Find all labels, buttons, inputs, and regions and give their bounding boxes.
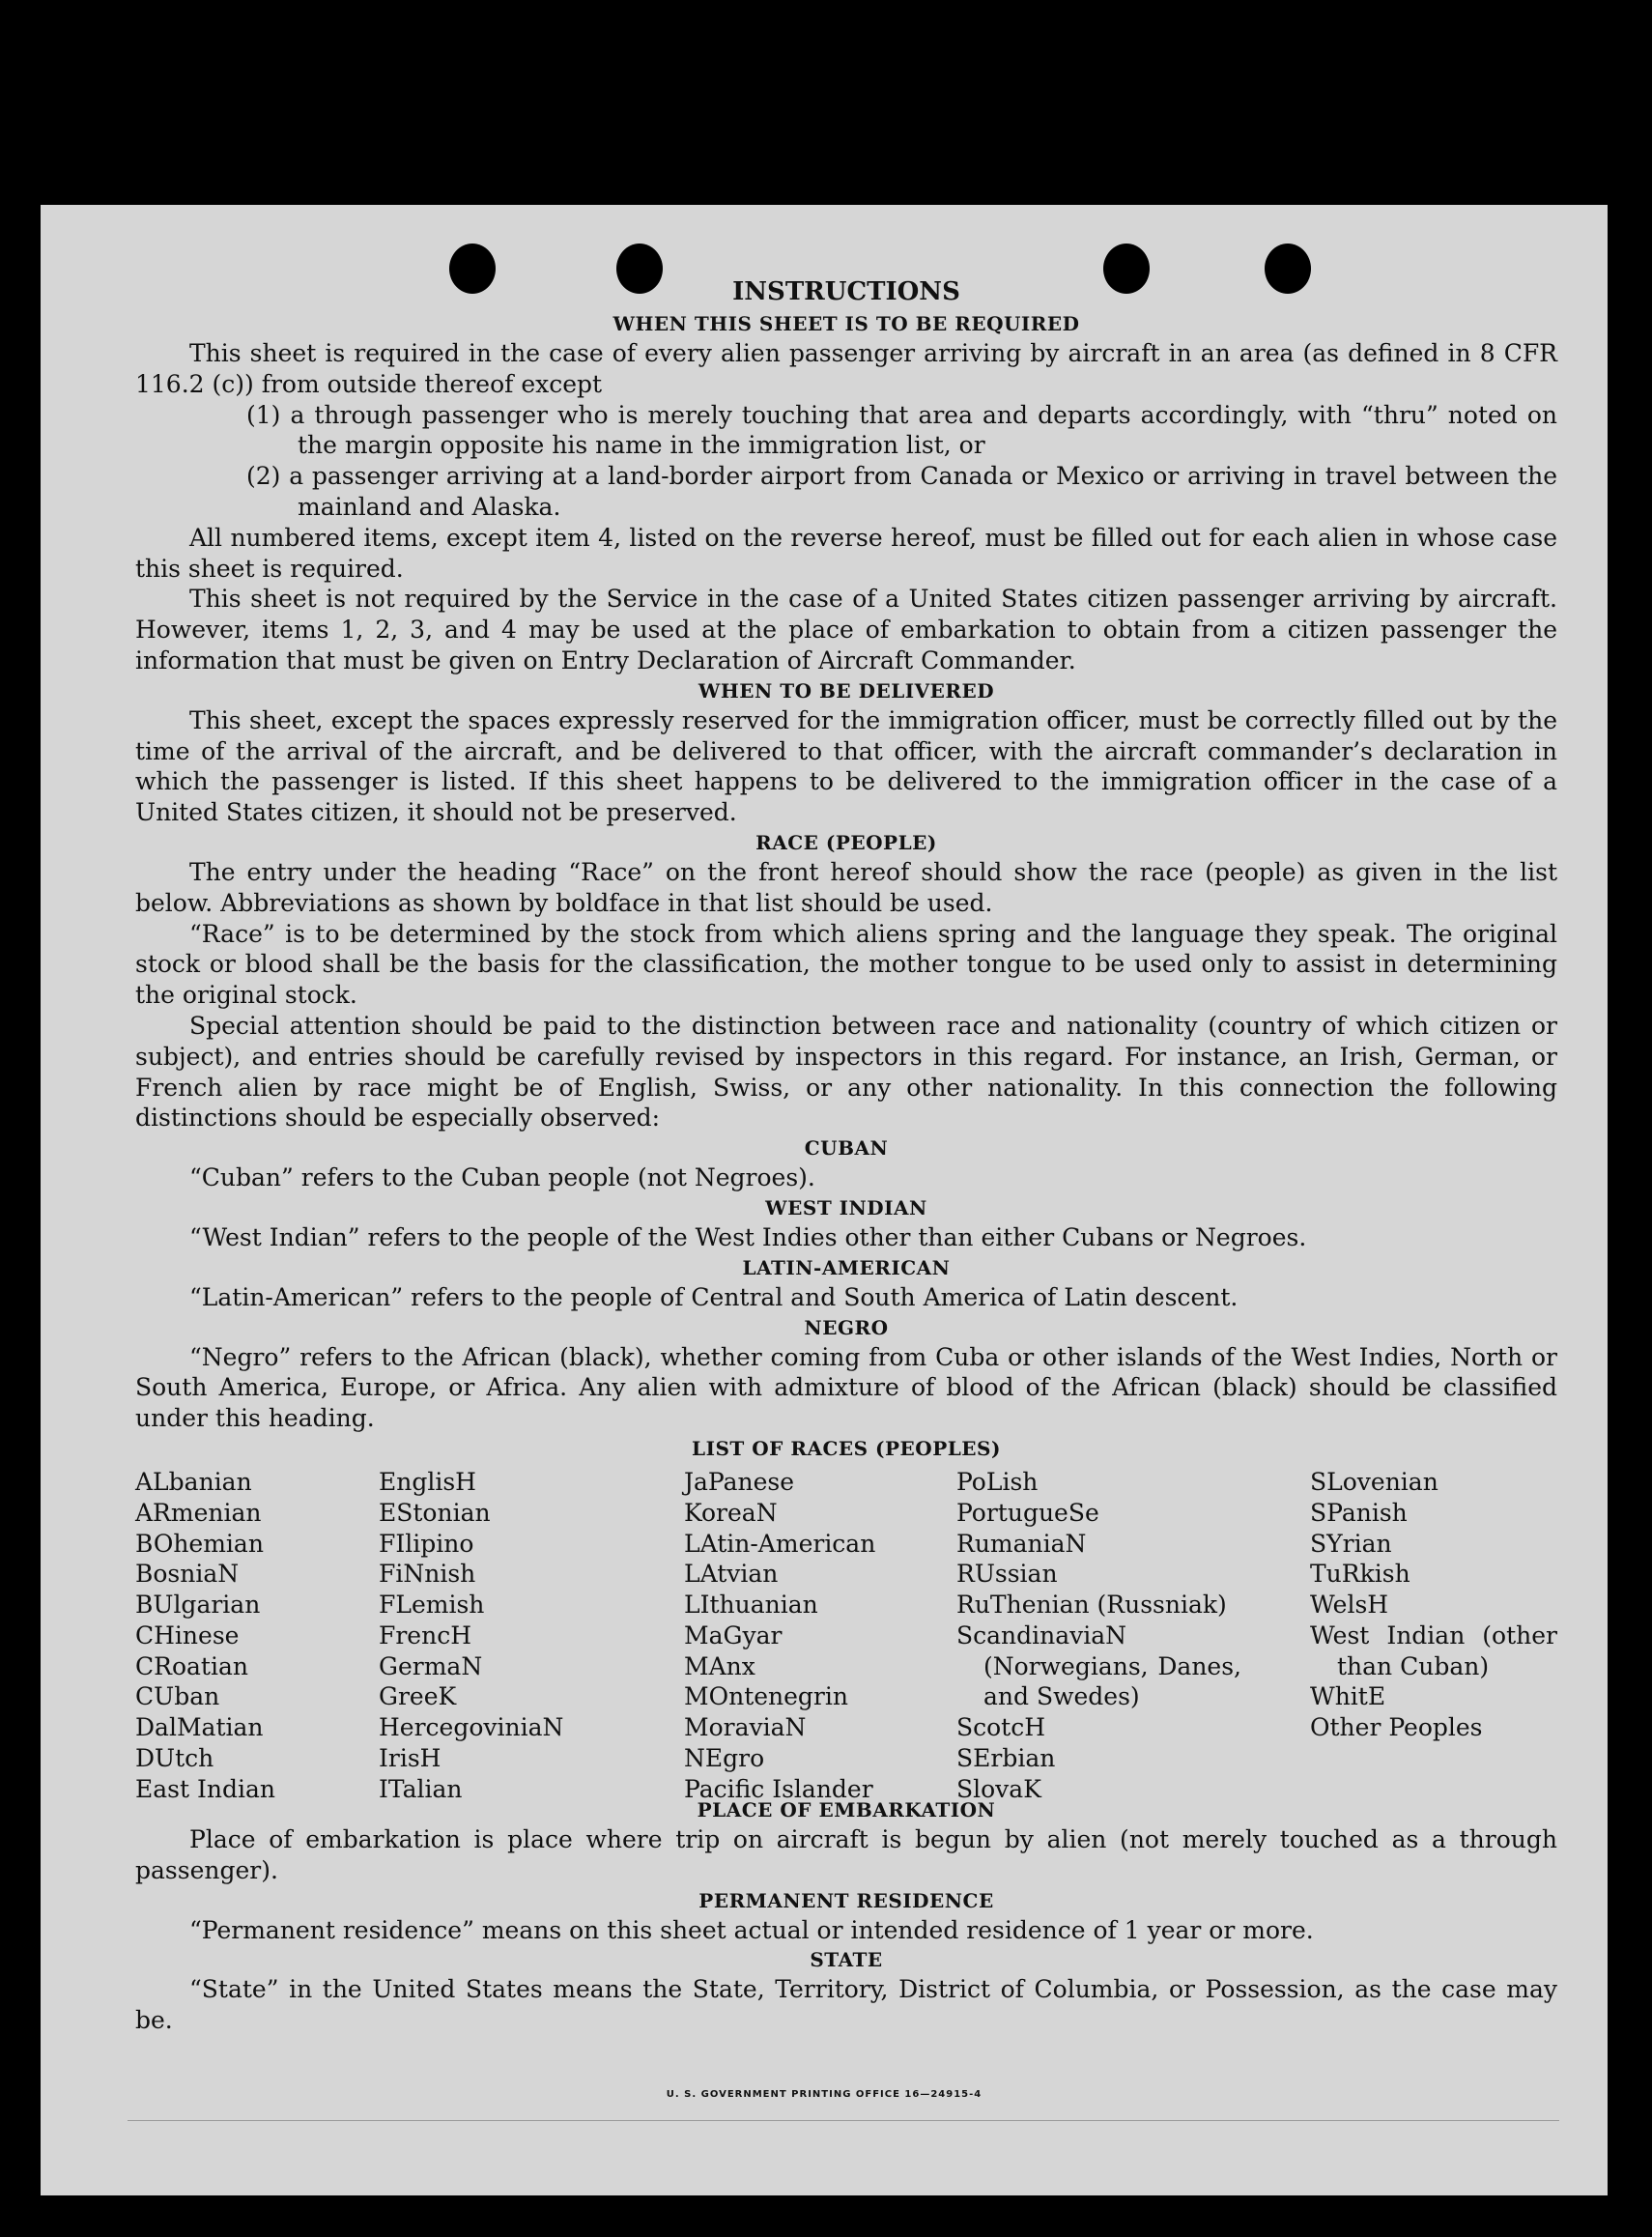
race-item: LAtvian [684,1560,779,1589]
heading-when-required: WHEN THIS SHEET IS TO BE REQUIRED [612,312,1080,335]
race-item: JaPanese [684,1467,795,1496]
paragraph-negro: “Negro” refers to the African (black), whether coming from Cuba or other islands of the West Indies, North or South America, Europe, or Africa. Any alien with admixture of blood of the African (black) should be classified under this heading. [135,1342,1557,1433]
race-item: ARmenian [135,1498,262,1527]
instructions-text [135,274,1557,2036]
race-column-5 [1310,1467,1557,1743]
race-column-3 [684,1467,935,1805]
paragraph-race-2: “Race” is to be determined by the stock from which aliens spring and the language they speak. The original stock or blood shall be the basis for the classification, the mother tongue to be used only to assist in determining the original stock. [135,919,1557,1010]
race-item: TuRkish [1310,1560,1410,1589]
exception-item-2: (2) a passenger arriving at a land-border airport from Canada or Mexico or arriving in travel between the mainland and Alaska. [246,462,1557,521]
race-item: Pacific Islander [684,1774,873,1803]
race-item: ITalian [379,1774,463,1803]
race-item: West Indian (other than Cuban) [1310,1620,1557,1680]
race-item: PoLish [956,1467,1039,1496]
race-item: CUban [135,1682,220,1711]
race-item: SlovaK [956,1774,1041,1803]
race-item: IrisH [379,1744,441,1773]
race-item: MOntenegrin [684,1682,848,1711]
race-item: FrencH [379,1620,471,1649]
race-list [135,1467,1557,1803]
race-item: FLemish [379,1591,485,1620]
race-item: CHinese [135,1620,240,1649]
race-item: MAnx [684,1651,755,1680]
race-item: GreeK [379,1682,457,1711]
paragraph-required: This sheet is required in the case of every alien passenger arriving by aircraft in an area (as defined in 8 CFR 116.2 (c)) from outside thereof except [135,339,1557,398]
race-item: CRoatian [135,1651,248,1680]
race-item: RuThenian (Russniak) [956,1591,1227,1620]
form-sheet [41,205,1608,2195]
race-item: SErbian [956,1744,1056,1773]
race-item: East Indian [135,1774,275,1803]
race-item: EnglisH [379,1467,476,1496]
race-item: WelsH [1310,1591,1389,1620]
race-item: RumaniaN [956,1529,1087,1558]
race-item: KoreaN [684,1498,778,1527]
heading-place-of-embarkation: PLACE OF EMBARKATION [697,1797,996,1821]
paragraph-race-3: Special attention should be paid to the distinction between race and nationality (country of which citizen or subject), and entries should be carefully revised by inspectors in this regard. For instance, an Irish, German, or French alien by race might be of English, Swiss, or any other nationality. In this connection the following distinctions should be especially observed: [135,1011,1557,1133]
race-item: Other Peoples [1310,1713,1483,1742]
paragraph-embarkation: Place of embarkation is place where trip on aircraft is begun by alien (not merely touched as a through passenger). [135,1824,1557,1884]
race-item: BosniaN [135,1560,240,1589]
paragraph-west-indian: “West Indian” refers to the people of the West Indies other than either Cubans or Negroes. [189,1222,1307,1251]
paragraph-state: “State” in the United States means the State, Territory, District of Columbia, or Possession, as the case may be. [135,1975,1557,2035]
race-item: MoraviaN [684,1713,807,1742]
race-item: FiNnish [379,1560,476,1589]
exception-item-1: (1) a through passenger who is merely touching that area and departs accordingly, with “thru” noted on the margin opposite his name in the immigration list, or [246,400,1557,460]
heading-west-indian: WEST INDIAN [765,1195,927,1219]
race-item: WhitE [1310,1682,1386,1711]
race-item: GermaN [379,1651,483,1680]
race-item: LAtin-American [684,1529,876,1558]
heading-list-of-races: LIST OF RACES (PEOPLES) [692,1436,1001,1460]
race-column-4 [956,1467,1241,1805]
race-item: DUtch [135,1744,214,1773]
race-item: ScotcH [956,1713,1046,1742]
race-item: NEgro [684,1744,765,1773]
heading-latin-american: LATIN-AMERICAN [742,1255,951,1279]
race-column-2 [379,1467,630,1805]
heading-negro: NEGRO [804,1315,889,1339]
race-item: ALbanian [135,1467,252,1496]
page-title: INSTRUCTIONS [732,277,960,306]
heading-permanent-residence: PERMANENT RESIDENCE [698,1888,994,1912]
race-item: SYrian [1310,1529,1392,1558]
paragraph-citizen: This sheet is not required by the Service in the case of a United States citizen passenger arriving by aircraft. However, items 1, 2, 3, and 4 may be used at the place of embarkation to obtain from a citizen passenger the information that must be given on Entry Declaration of Aircraft Commander. [135,585,1557,674]
printing-office-footer: U. S. GOVERNMENT PRINTING OFFICE 16—24915-4 [666,2089,983,2100]
heading-race: RACE (PEOPLE) [755,830,937,854]
footer-rule [128,2120,1559,2121]
race-item: SPanish [1310,1498,1408,1527]
race-item: HercegoviniaN [379,1713,564,1742]
heading-cuban: CUBAN [804,1136,889,1161]
race-item: MaGyar [684,1620,783,1649]
race-item: BOhemian [135,1529,264,1558]
paragraph-latin-american: “Latin-American” refers to the people of Central and South America of Latin descent. [189,1282,1239,1311]
race-item: SLovenian [1310,1467,1438,1496]
paragraph-residence: “Permanent residence” means on this sheet actual or intended residence of 1 year or more. [189,1915,1314,1944]
race-column-1 [135,1467,357,1805]
heading-state: STATE [810,1948,883,1972]
race-item: FIlipino [379,1529,474,1558]
race-item: RUssian [956,1560,1058,1589]
race-item: EStonian [379,1498,491,1527]
paragraph-numbered-items: All numbered items, except item 4, listed on the reverse hereof, must be filled out for each alien in whose case this sheet is required. [135,523,1557,583]
paragraph-race-1: The entry under the heading “Race” on the front hereof should show the race (people) as given in the list below. Abbreviations as shown by boldface in that list should be used. [135,857,1557,917]
heading-when-delivered: WHEN TO BE DELIVERED [698,678,995,703]
race-item: PortugueSe [956,1498,1099,1527]
race-item: BUlgarian [135,1591,261,1620]
race-item: ScandinaviaN (Norwegians, Danes, and Swedes) [956,1620,1241,1711]
race-item: LIthuanian [684,1591,818,1620]
paragraph-cuban: “Cuban” refers to the Cuban people (not Negroes). [189,1163,815,1192]
race-item: DalMatian [135,1713,264,1742]
paragraph-delivered: This sheet, except the spaces expressly reserved for the immigration officer, must be correctly filled out by the time of the arrival of the aircraft, and be delivered to that officer, with the aircraft commander’s declaration in which the passenger is listed. If this sheet happens to be delivered to the immigration officer in the case of a United States citizen, it should not be preserved. [135,705,1557,827]
